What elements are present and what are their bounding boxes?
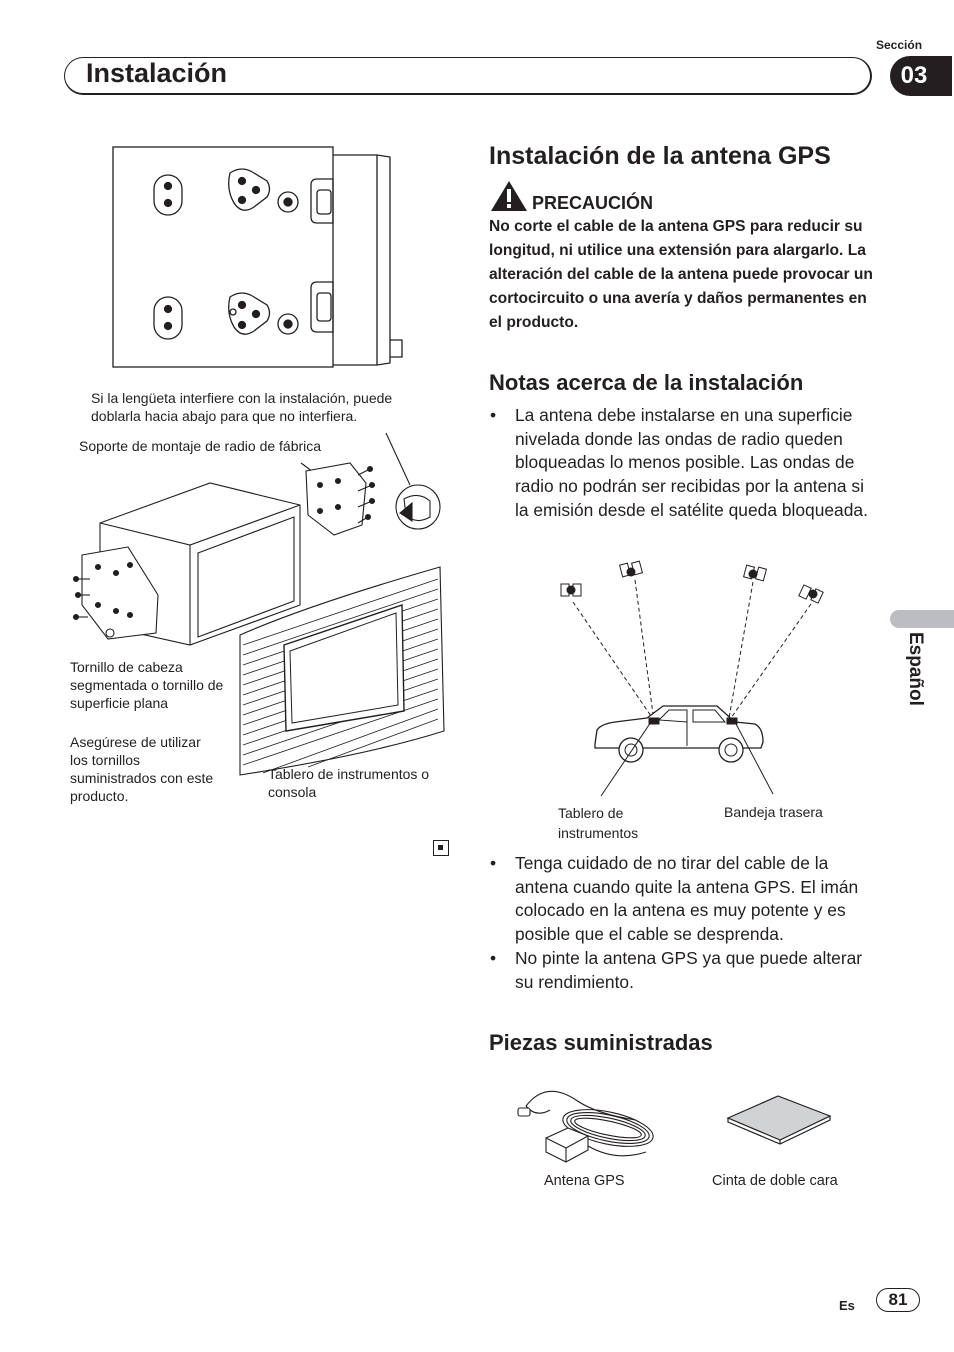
section-number-badge: 03 [890,56,952,96]
side-language-label: Español [905,632,926,706]
section-label: Sección [876,38,923,52]
end-of-section-mark [433,840,449,856]
satellite-icon [620,561,643,577]
double-sided-tape-illustration [726,1094,832,1146]
gps-antenna-illustration [516,1070,661,1170]
notes-section-title: Notas acerca de la instalación [489,370,804,395]
part-double-tape-label: Cinta de doble cara [712,1173,838,1189]
footer-language: Es [839,1298,855,1313]
satellite-icon [744,565,767,581]
page-title: Instalación [86,58,228,88]
warning-icon [490,180,528,212]
satellite-icon [561,584,581,596]
side-tab [890,610,954,628]
caption-car-dashboard: Tablero de instrumentos [558,805,639,841]
caption-factory-bracket: Soporte de montaje de radio de fábrica [79,438,322,454]
car-satellites-illustration [555,558,845,788]
parts-section-title: Piezas suministradas [489,1030,713,1055]
radio-bracket-illustration [112,145,412,370]
satellite-icon [799,585,823,603]
caption-dashboard: Tablero de instrumentos o consola [268,766,430,800]
caution-body: No corte el cable de la antena GPS para reducir su longitud, ni utilice una extensión para alargarlo. La alteración del cable de la antena puede provocar un cortocircuito o una avería y daños permanentes en el producto. [489,218,873,331]
notes-bullet-list-2 [489,852,881,994]
gps-section-title: Instalación de la antena GPS [489,142,831,170]
notes-bullet-list-1 [489,404,881,523]
installation-exploded-illustration [68,455,448,775]
caption-tab: Si la lengüeta interfiere con la instalación, puede doblarla hacia abajo para que no interfiera. [91,390,393,424]
caption-rear-shelf: Bandeja trasera [724,804,823,820]
caption-ensure-screws: Asegúrese de utilizar los tornillos suministrados con este producto. [70,734,214,804]
page-number: 81 [876,1288,920,1312]
caution-title: PRECAUCIÓN [532,193,654,213]
notes-bullet-3: • No pinte la antena GPS ya que puede alterar su rendimiento. [489,947,881,994]
caption-screw: Tornillo de cabeza segmentada o tornillo de superficie plana [70,659,224,711]
notes-bullet-1: • La antena debe instalarse en una superficie nivelada donde las ondas de radio queden bloqueadas lo menos posible. Las ondas de radio no podrán ser recibidas por la antena si la emisión desde el satélite queda bloqueada. [489,404,881,523]
part-gps-antenna-label: Antena GPS [544,1173,625,1189]
notes-bullet-2: • Tenga cuidado de no tirar del cable de la antena cuando quite la antena GPS. El imán colocado en la antena es muy potente y es posible que el cable se desprenda. [489,852,881,947]
